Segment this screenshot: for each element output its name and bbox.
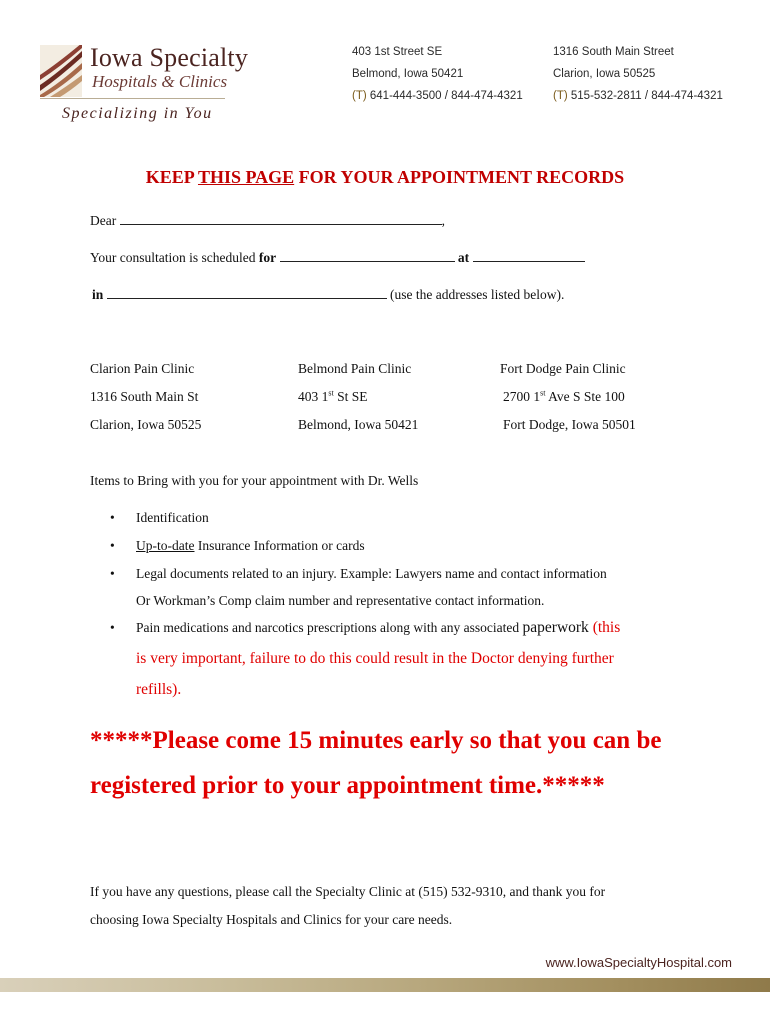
bullet-icon: • [110, 566, 115, 581]
address-phone-line [352, 88, 523, 104]
clinic-street: 2700 1st Ave S Ste 100 [503, 388, 625, 404]
clinic-column-belmond [298, 360, 498, 434]
logo-divider [40, 98, 225, 99]
list-item [110, 564, 736, 611]
consult-label: Your consultation is scheduled [90, 250, 256, 265]
item-text-large: paperwork [522, 619, 589, 636]
consult-line [90, 249, 585, 267]
footer-bar [0, 978, 770, 992]
item-text: Legal documents related to an injury. Example: Lawyers name and contact information [136, 566, 607, 581]
address-phone-line [553, 88, 723, 104]
clinic-name: Clarion Pain Clinic [90, 361, 195, 376]
clinic-street: 1316 South Main St [90, 389, 199, 404]
list-item [110, 536, 736, 556]
closing-line-2: choosing Iowa Specialty Hospitals and Clinics for your care needs. [90, 912, 453, 927]
in-note: (use the addresses listed below). [390, 287, 565, 302]
list-item [110, 508, 736, 528]
clinic-city: Fort Dodge, Iowa 50501 [503, 417, 636, 432]
clinic-city: Belmond, Iowa 50421 [298, 417, 419, 432]
address-phone: 515-532-2811 / 844-474-4321 [570, 90, 723, 102]
clinic-city: Clarion, Iowa 50525 [90, 417, 202, 432]
logo-title: Iowa Specialty [90, 43, 249, 72]
bullet-icon: • [110, 510, 115, 525]
dear-blank[interactable] [120, 212, 442, 225]
item-warning: refills). [136, 681, 182, 698]
dear-comma: , [441, 213, 445, 228]
dear-label: Dear [90, 213, 117, 228]
closing-text [90, 878, 605, 934]
early-line-1: *****Please come 15 minutes early so that you can be [90, 727, 662, 754]
clinic-column-fort-dodge [500, 360, 730, 434]
location-blank[interactable] [107, 286, 387, 299]
closing-line-1: If you have any questions, please call the Specialty Clinic at (515) 532-9310, and thank you for [90, 884, 606, 899]
title-suffix: FOR YOUR APPOINTMENT RECORDS [298, 167, 625, 187]
clinic-name: Belmond Pain Clinic [298, 361, 412, 376]
phone-prefix: (T) [352, 90, 367, 102]
address-belmond [352, 44, 523, 104]
title-prefix: KEEP [145, 167, 194, 187]
address-phone: 641-444-3500 / 844-474-4321 [369, 90, 523, 102]
phone-prefix: (T) [553, 90, 568, 102]
logo-tagline: Specializing in You [62, 105, 213, 122]
bullet-icon: • [110, 538, 115, 553]
list-item [110, 618, 736, 700]
item-text-line [136, 618, 736, 638]
address-city: Clarion, Iowa 50525 [553, 68, 656, 80]
early-notice [90, 718, 730, 808]
bullet-icon: • [110, 620, 115, 635]
item-warning: (this [588, 619, 621, 636]
address-street: 403 1st Street SE [352, 46, 443, 58]
time-blank[interactable] [473, 249, 585, 262]
items-intro: Items to Bring with you for your appointment with Dr. Wells [90, 473, 419, 488]
early-line-2: registered prior to your appointment time.***** [90, 772, 605, 799]
at-label: at [457, 250, 470, 265]
page-title [0, 167, 770, 188]
clinic-name: Fort Dodge Pain Clinic [500, 361, 626, 376]
logo-subtitle: Hospitals & Clinics [92, 72, 228, 91]
date-blank[interactable] [280, 249, 455, 262]
logo-mark [40, 45, 82, 97]
items-list [108, 508, 736, 700]
address-clarion [553, 44, 723, 104]
item-text: Pain medications and narcotics prescriptions along with any associated [136, 620, 523, 635]
item-text: Or Workman’s Comp claim number and representative contact information. [136, 593, 545, 608]
location-line [92, 286, 564, 304]
title-underlined: THIS PAGE [197, 167, 295, 187]
in-label: in [92, 287, 104, 302]
item-text: Insurance Information or cards [194, 538, 365, 553]
dear-line [90, 212, 445, 230]
clinic-column-clarion [90, 360, 290, 434]
item-text-underlined: Up-to-date [136, 538, 195, 553]
address-street: 1316 South Main Street [553, 46, 674, 58]
clinic-street: 403 1st St SE [298, 388, 368, 404]
item-text: Identification [136, 510, 209, 525]
for-label: for [258, 250, 277, 265]
address-city: Belmond, Iowa 50421 [352, 68, 464, 80]
item-warning: is very important, failure to do this could result in the Doctor denying further [136, 650, 614, 667]
footer-url[interactable]: www.IowaSpecialtyHospital.com [545, 955, 732, 970]
